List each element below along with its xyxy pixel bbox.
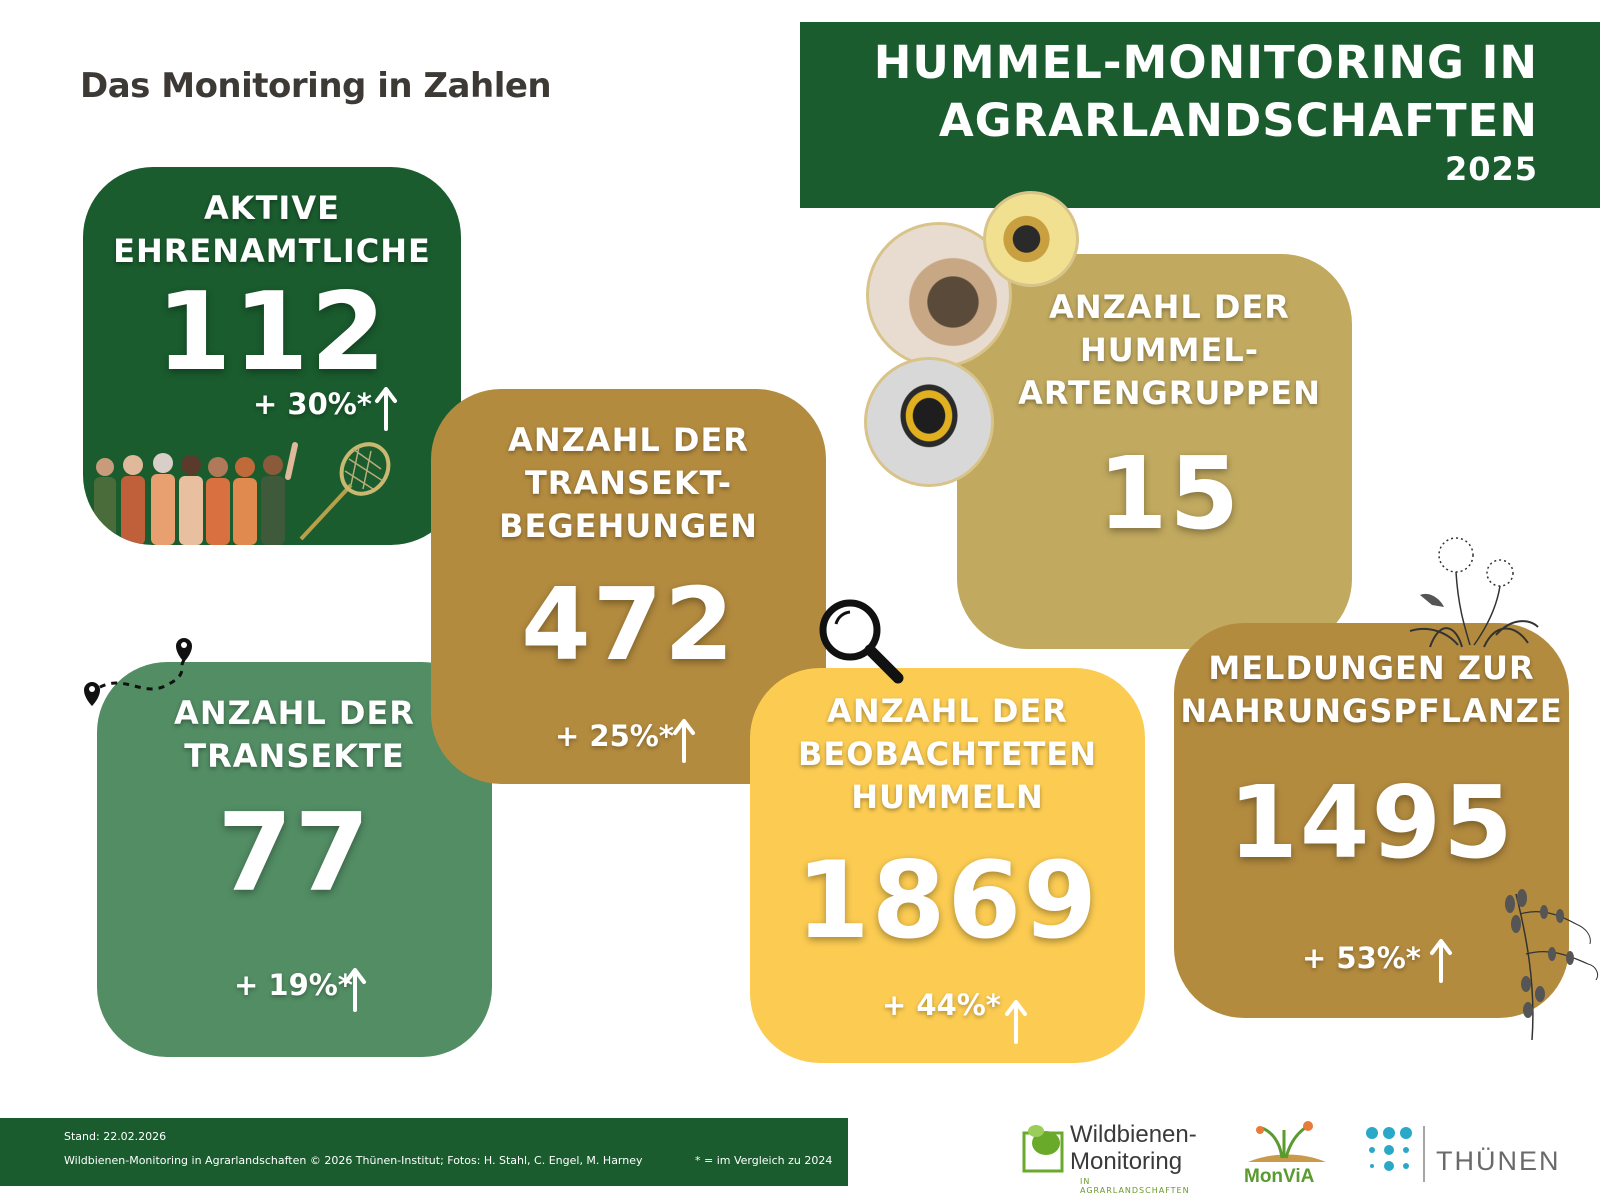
stat-label-line: MELDUNGEN ZUR <box>1208 649 1535 687</box>
bee-icon <box>1020 1121 1068 1177</box>
stat-value: 112 <box>156 270 388 395</box>
stat-value: 472 <box>521 566 736 683</box>
stat-label-line: ANZAHL DER <box>508 421 749 459</box>
stat-label-line: ANZAHL DER <box>1049 288 1290 326</box>
footer-credits: Wildbienen-Monitoring in Agrarlandschaften © 2026 Thünen-Institut; Fotos: H. Stahl, C. Engel, M. Harney <box>64 1154 643 1167</box>
stat-change: + 30%* <box>253 387 372 421</box>
stat-change: + 25%* <box>555 719 674 753</box>
stat-label-line: BEGEHUNGEN <box>499 507 758 545</box>
dandelion-illustration <box>1400 535 1542 653</box>
stat-label-line: ARTENGRUPPEN <box>1018 374 1321 412</box>
header-title-line2: AGRARLANDSCHAFTEN <box>938 94 1538 147</box>
stat-label-line: TRANSEKT- <box>524 464 733 502</box>
stat-label-line: BEOBACHTETEN <box>797 735 1098 773</box>
arrow-up-icon <box>1003 998 1029 1044</box>
stat-label-line: HUMMELN <box>851 778 1044 816</box>
logo-text: Wildbienen- <box>1070 1121 1197 1148</box>
stat-value: 1869 <box>795 839 1100 962</box>
header-banner <box>800 22 1600 208</box>
arrow-up-icon <box>342 966 368 1012</box>
stat-label-line: HUMMEL- <box>1080 331 1259 369</box>
stat-value: 1495 <box>1228 764 1515 881</box>
stat-card-species-groups <box>957 254 1352 649</box>
stat-label-line: ANZAHL DER <box>174 694 415 732</box>
thuenen-logo <box>1364 1124 1564 1184</box>
stat-value: 15 <box>1097 435 1242 552</box>
stat-card-volunteers <box>83 167 461 545</box>
stat-label-line: AKTIVE <box>204 189 340 227</box>
page-subtitle: Das Monitoring in Zahlen <box>80 66 552 106</box>
volunteers-illustration <box>83 439 461 545</box>
plant-icon <box>1242 1118 1328 1166</box>
bumblebee-photo <box>983 191 1079 287</box>
stat-card-observed-bumblebees <box>750 668 1145 1063</box>
wildbienen-monitoring-logo <box>1018 1117 1203 1195</box>
arrow-up-icon <box>373 385 399 431</box>
stat-label-line: NAHRUNGSPFLANZE <box>1180 692 1563 730</box>
logo-text: MonViA <box>1244 1166 1315 1187</box>
bumblebee-photo <box>864 357 994 487</box>
arrow-up-icon <box>1428 937 1454 983</box>
stat-label <box>1174 647 1569 733</box>
arrow-up-icon <box>671 717 697 763</box>
dots-icon <box>1364 1124 1430 1184</box>
stat-label <box>431 419 826 548</box>
stat-label-line: ANZAHL DER <box>827 692 1068 730</box>
footer-date: Stand: 22.02.2026 <box>64 1130 167 1143</box>
route-map-icon <box>70 638 202 724</box>
magnifier-icon <box>814 594 906 686</box>
stat-label <box>750 690 1145 819</box>
header-year: 2025 <box>1444 150 1538 188</box>
footer-note: * = im Vergleich zu 2024 <box>695 1154 833 1167</box>
header-title-line1: HUMMEL-MONITORING IN <box>873 36 1538 89</box>
vetch-illustration <box>1496 884 1600 1042</box>
stat-value: 77 <box>217 791 372 916</box>
logo-subtext: IN AGRARLANDSCHAFTEN <box>1080 1177 1190 1195</box>
stat-label <box>987 286 1352 415</box>
stat-change: + 19%* <box>234 968 353 1002</box>
logo-text: Monitoring <box>1070 1148 1183 1175</box>
stat-label-line: TRANSEKTE <box>184 737 405 775</box>
stat-label <box>83 187 461 273</box>
stat-change: + 53%* <box>1302 941 1421 975</box>
monvia-logo <box>1240 1118 1335 1190</box>
stat-change: + 44%* <box>882 988 1001 1022</box>
footer-bar <box>0 1118 848 1186</box>
stat-label-line: EHRENAMTLICHE <box>113 232 431 270</box>
logo-text: THÜNEN <box>1436 1146 1561 1176</box>
